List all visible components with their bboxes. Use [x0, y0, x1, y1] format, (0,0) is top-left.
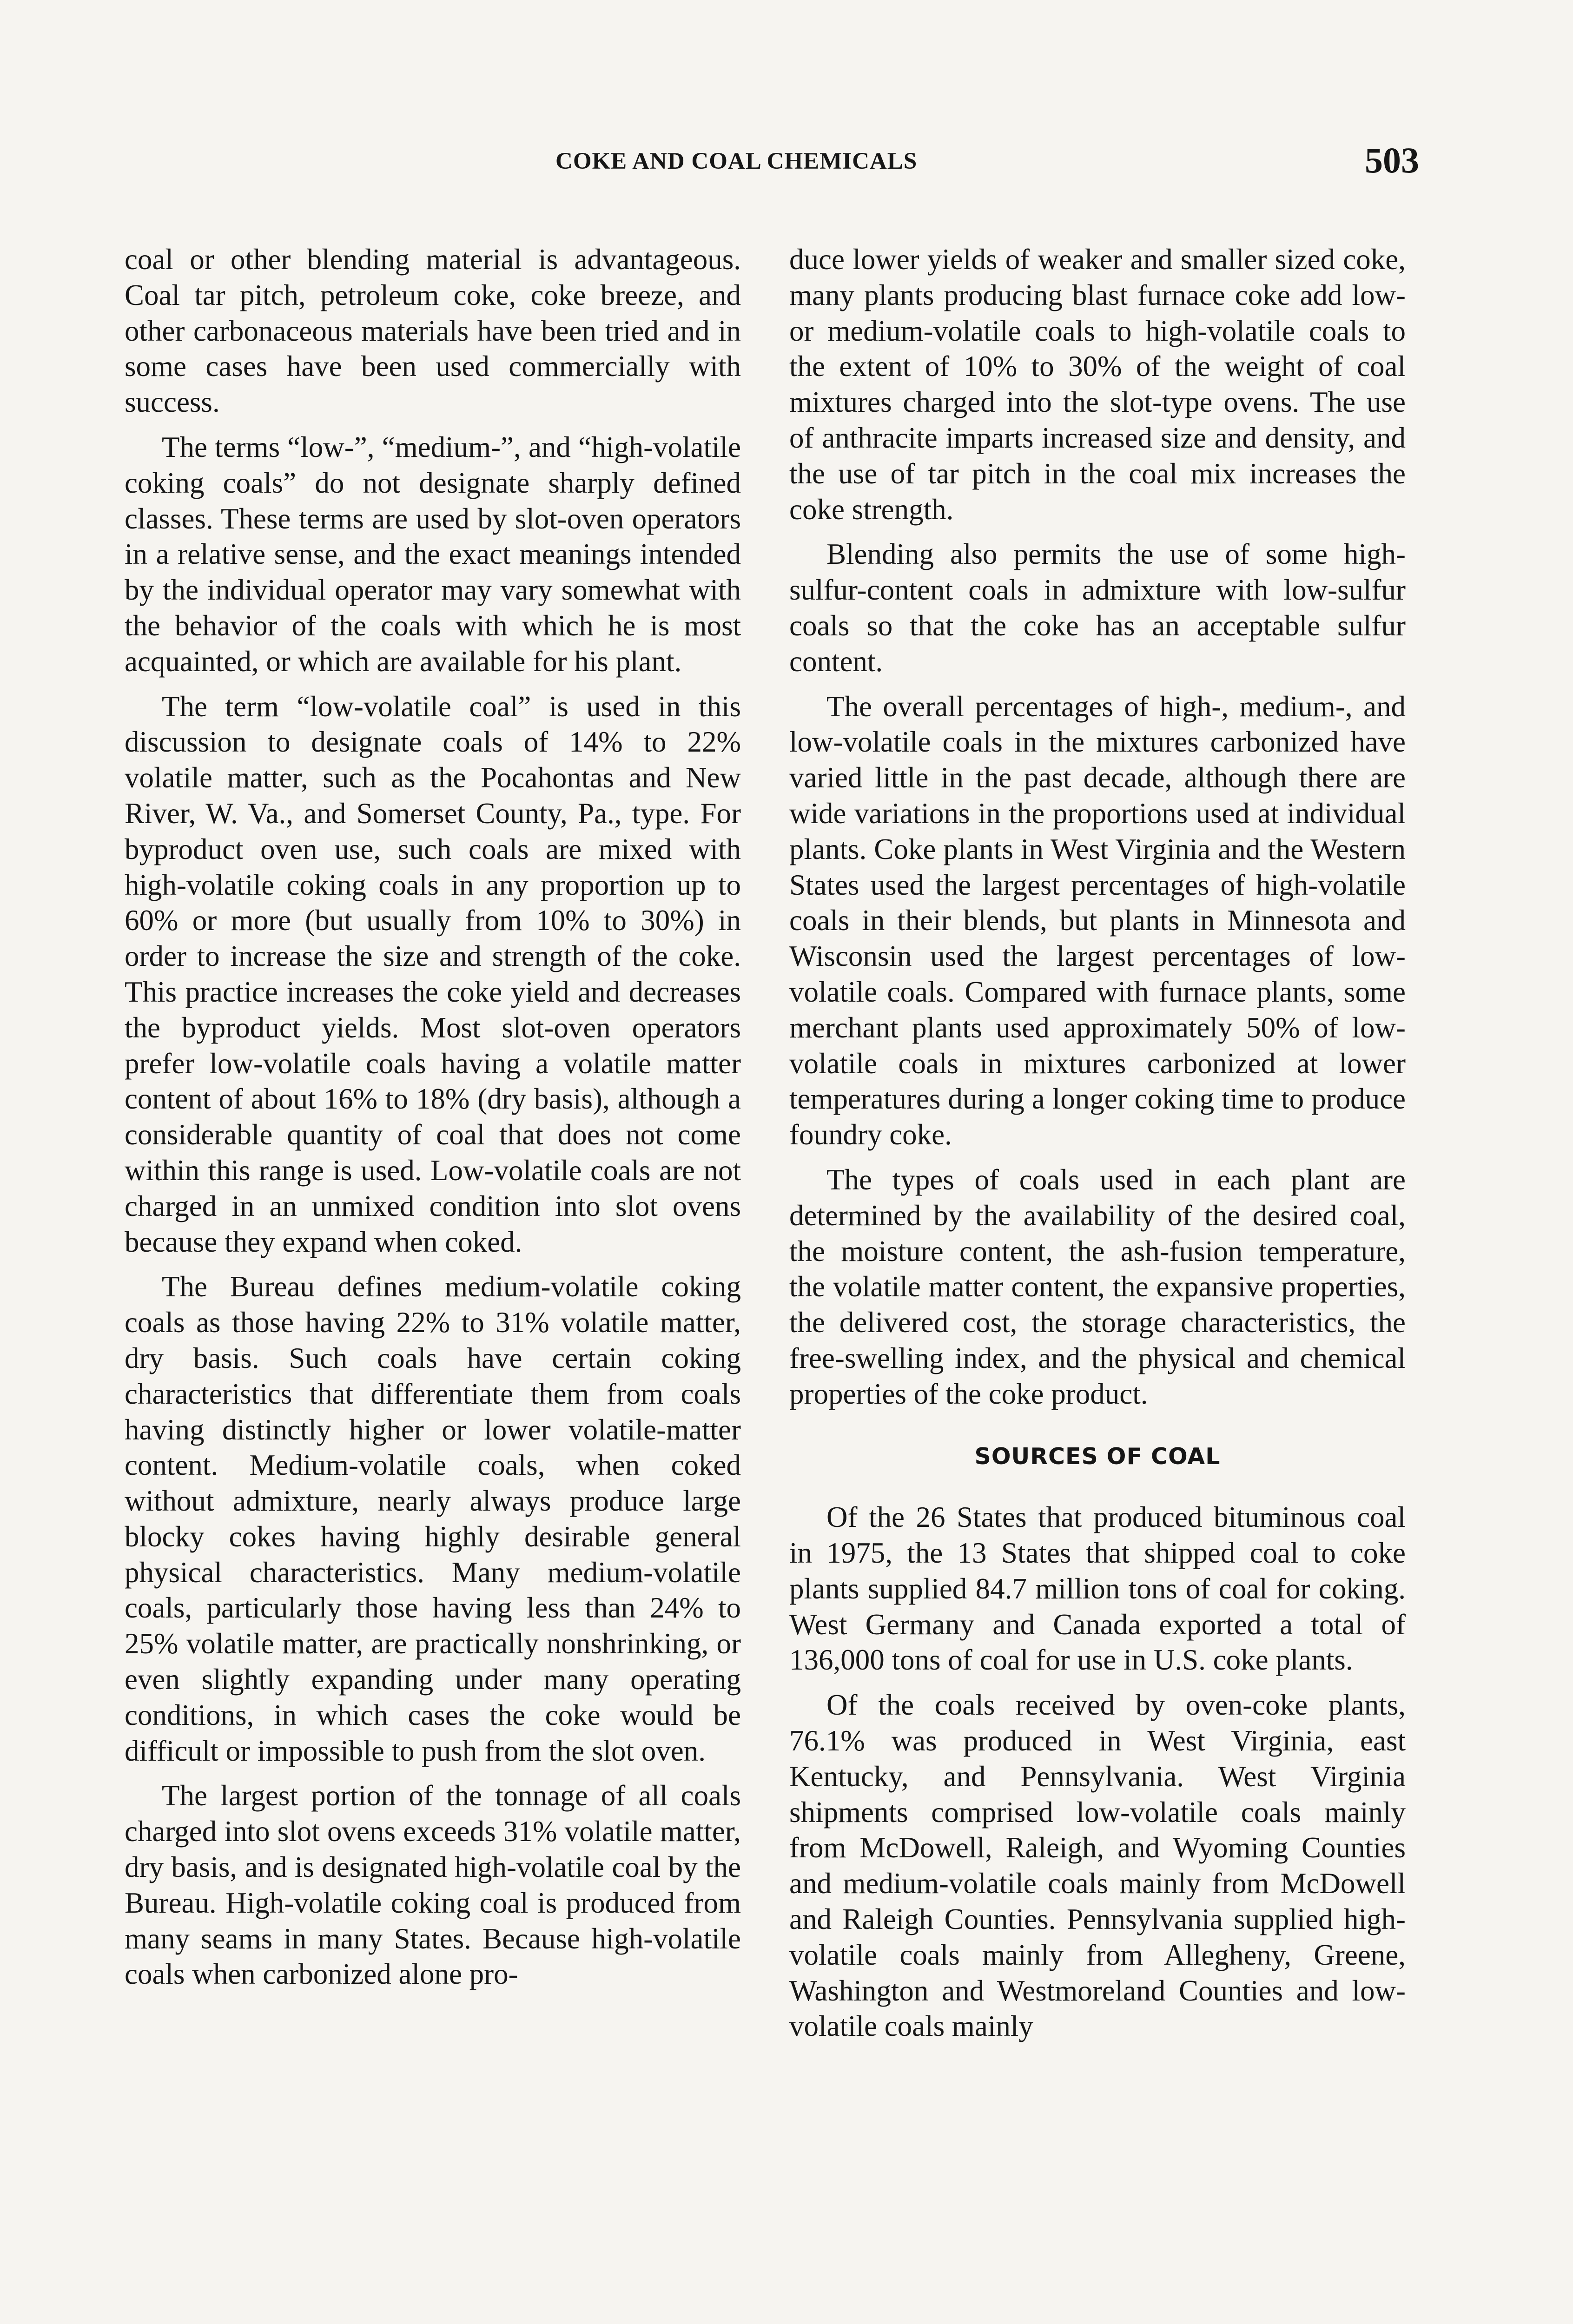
paragraph: coal or other blending material is advantageous. Coal tar pitch, petroleum coke, coke breeze, and other carbonaceous materials have been tried and in some cases have been used commercially with success. — [125, 243, 741, 419]
paragraph: The terms “low-”, “medium-”, and “high-volatile coking coals” do not designate sharply defined classes. These terms are used by slot-oven operators in a relative sense, and the exact meanings intended by the individual operator may vary somewhat with the behavior of the coals with which he is most acquainted, or which are available for his plant. — [125, 430, 741, 678]
paragraph: The term “low-volatile coal” is used in this discussion to designate coals of 14% to 22% volatile matter, such as the Pocahontas and New River, W. Va., and Somerset County, Pa., type. For byproduct oven use, such coals are mixed with high-volatile coking coals in any proportion up to 60% or more (but usually from 10% to 30%) in order to increase the size and strength of the coke. This practice increases the coke yield and decreases the byproduct yields. Most slot-oven operators prefer low-volatile coals having a volatile matter content of about 16% to 18% (dry basis), although a considerable quantity of coal that does not come within this range is used. Low-volatile coals are not charged in an unmixed condition into slot ovens because they expand when coked. — [125, 690, 741, 1258]
right-text-column — [789, 242, 1406, 2053]
paragraph: Of the coals received by oven-coke plants, 76.1% was produced in West Virginia, east Kentucky, and Pennsylvania. West Virginia shipments comprised low-volatile coals mainly from McDowell, Raleigh, and Wyoming Counties and medium-volatile coals mainly from McDowell and Raleigh Counties. Pennsylvania supplied high-volatile coals mainly from Allegheny, Greene, Washington and Westmoreland Counties and low-volatile coals mainly — [789, 1689, 1406, 2043]
page-number: 503 — [1365, 140, 1419, 180]
paragraph: Blending also permits the use of some high-sulfur-content coals in admixture with low-sulfur coals so that the coke has an acceptable sulfur content. — [789, 538, 1406, 678]
paragraph: Of the 26 States that produced bituminous coal in 1975, the 13 States that shipped coal to coke plants supplied 84.7 million tons of coal for coking. West Germany and Canada exported a total of 136,000 tons of coal for use in U.S. coke plants. — [789, 1501, 1406, 1677]
paragraph: The types of coals used in each plant are determined by the availability of the desired coal, the moisture content, the ash-fusion temperature, the volatile matter content, the expansive properties, the delivered cost, the storage characteristics, the free-swelling index, and the physical and chemical properties of the coke product. — [789, 1163, 1406, 1410]
running-header-title: COKE AND COAL CHEMICALS — [555, 148, 918, 174]
paragraph: The Bureau defines medium-volatile coking coals as those having 22% to 31% volatile matter, dry basis. Such coals have certain coking characteristics that differentiate them from coals having distinctly higher or lower volatile-matter content. Medium-volatile coals, when coked without admixture, nearly always produce large blocky cokes having highly desirable general physical characteristics. Many medium-volatile coals, particularly those having less than 24% to 25% volatile matter, are practically nonshrinking, or even slightly expanding under many operating conditions, in which cases the coke would be difficult or impossible to push from the slot oven. — [125, 1270, 741, 1767]
paragraph: The largest portion of the tonnage of all coals charged into slot ovens exceeds 31% volatile matter, dry basis, and is designated high-volatile coal by the Bureau. High-volatile coking coal is produced from many seams in many States. Because high-volatile coals when carbonized alone pro- — [125, 1779, 741, 1991]
left-text-column — [125, 242, 741, 2001]
section-heading: SOURCES OF COAL — [974, 1443, 1221, 1470]
paragraph: duce lower yields of weaker and smaller sized coke, many plants producing blast furnace coke add low- or medium-volatile coals to high-volatile coals to the extent of 10% to 30% of the weight of coal mixtures charged into the slot-type ovens. The use of anthracite imparts increased size and density, and the use of tar pitch in the coal mix increases the coke strength. — [789, 243, 1406, 526]
paragraph: The overall percentages of high-, medium-, and low-volatile coals in the mixtures carbonized have varied little in the past decade, although there are wide variations in the proportions used at individual plants. Coke plants in West Virginia and the Western States used the largest percentages of high-volatile coals in their blends, but plants in Minnesota and Wisconsin used the largest percentages of low-volatile coals. Compared with furnace plants, some merchant plants used approximately 50% of low-volatile coals in mixtures carbonized at lower temperatures during a longer coking time to produce foundry coke. — [789, 690, 1406, 1151]
